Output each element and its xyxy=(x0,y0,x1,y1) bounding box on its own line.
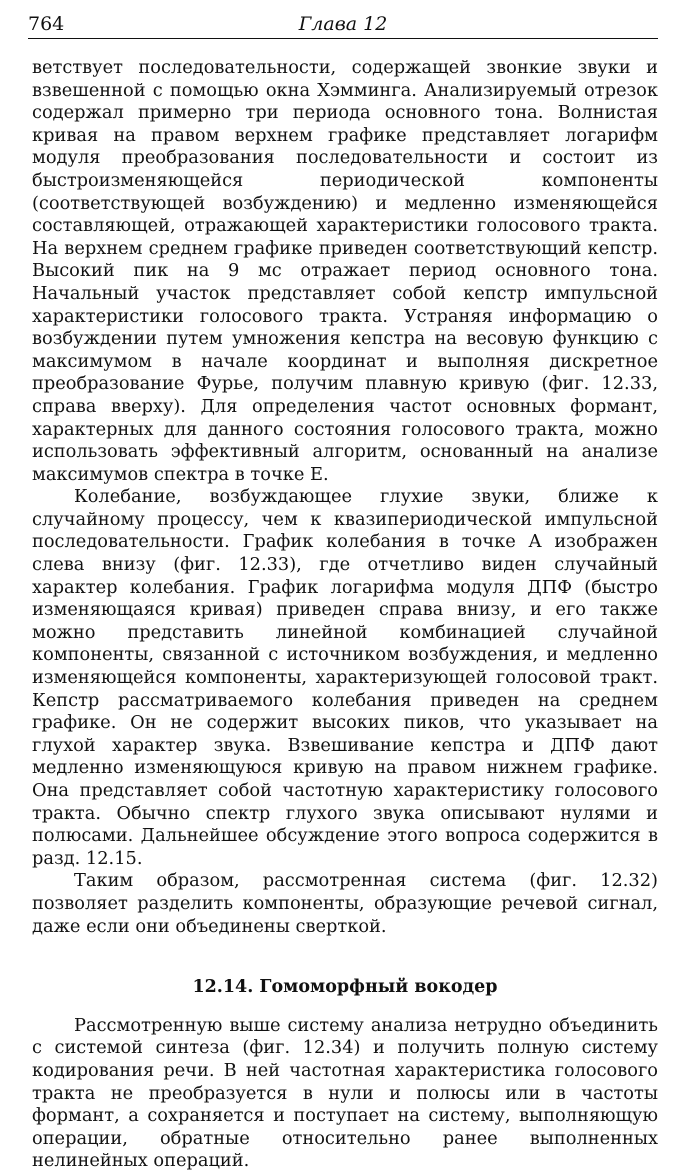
page-number: 764 xyxy=(28,13,65,35)
paragraph-vocoder: Рассмотренную выше систему анализа нетрудно объединить с системой синтеза (фиг. 12.34) и получить полную систему кодирования речи. В ней частотная характеристика голосового тракта не преобразуется в нули и полюсы или в частоты формант, а сохраняется и поступает на систему, выполняющую операции, обратные относительно ранее выполненных нелинейных операций. xyxy=(32,1014,658,1172)
paragraph-continuation: ветствует последовательности, содержащей звонкие звуки и взвешенной с помощью окна Хэмминга. Анализируемый отрезок содержал примерно три периода основного тона. Волнистая кривая на правом верхнем графике представляет логарифм модуля преобразования последовательности и состоит из быстроизменяющейся периодической компоненты (соответствующей возбуждению) и медленно изменяющейся составляющей, отражающей характеристики голосового тракта. На верхнем среднем графике приведен соответствующий кепстр. Высокий пик на 9 мс отражает период основного тона. Начальный участок представляет собой кепстр импульсной характеристики голосового тракта. Устраняя информацию о возбуждении путем умножения кепстра на весовую функцию с максимумом в начале координат и выполняя дискретное преобразование Фурье, получим плавную кривую (фиг. 12.33, справа вверху). Для определения частот основных формант, характерных для данного состояния голосового тракта, можно использовать эффективный алгоритм, основанный на анализе максимумов спектра в точке E. xyxy=(32,57,658,485)
body-text xyxy=(32,57,658,1173)
paragraph-unvoiced: Колебание, возбуждающее глухие звуки, ближе к случайному процессу, чем к квазипериодической импульсной последовательности. График колебания в точке A изображен слева внизу (фиг. 12.33), где отчетливо виден случайный характер колебания. График логарифма модуля ДПФ (быстро изменяющаяся кривая) приведен справа внизу, и его также можно представить линейной комбинацией случайной компоненты, связанной с источником возбуждения, и медленно изменяющейся компоненты, характеризующей голосовой тракт. Кепстр рассматриваемого колебания приведен на среднем графике. Он не содержит высоких пиков, что указывает на глухой характер звука. Взвешивание кепстра и ДПФ дают медленно изменяющуюся кривую на правом нижнем графике. Она представляет собой частотную характеристику голосового тракта. Обычно спектр глухого звука описывают нулями и полюсами. Дальнейшее обсуждение этого вопроса содержится в разд. 12.15. xyxy=(32,486,658,869)
chapter-title: Глава 12 xyxy=(298,13,388,35)
running-header xyxy=(28,10,658,39)
section-heading: 12.14. Гомоморфный вокодер xyxy=(192,977,498,998)
paragraph-conclusion: Таким образом, рассмотренная система (фиг. 12.32) позволяет разделить компоненты, образующие речевой сигнал, даже если они объединены сверткой. xyxy=(32,870,658,937)
